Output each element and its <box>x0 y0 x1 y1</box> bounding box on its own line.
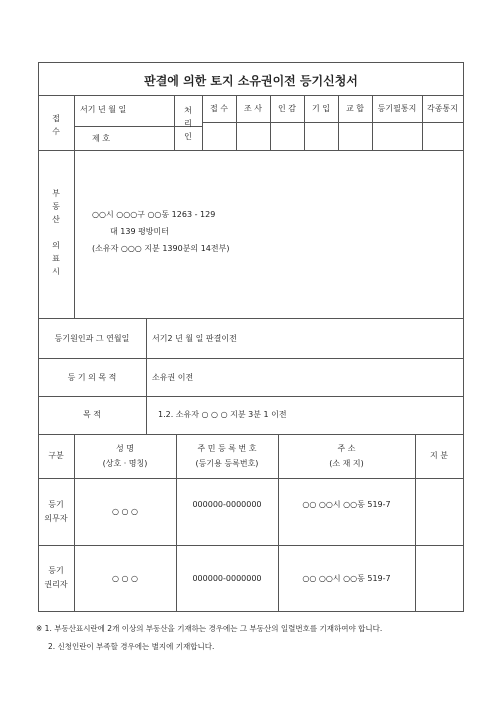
party-address: ○○ ○○시 ○○동 519-7 <box>302 500 391 509</box>
form-title: 판결에 의한 토지 소유권이전 등기신청서 <box>144 74 358 88</box>
party-id: 000000-0000000 <box>192 500 262 509</box>
purpose-value: 소유권 이전 <box>152 373 194 382</box>
header-name-sub: (상호 · 명칭) <box>102 459 148 468</box>
party-name: ○ ○ ○ <box>111 574 139 583</box>
step-check: 교 합 <box>346 104 364 113</box>
object-value: 1.2. 소유자 ○ ○ ○ 지분 3분 1 이전 <box>158 410 287 419</box>
party-id: 000000-0000000 <box>192 574 262 583</box>
header-id: 주 민 등 록 번 호 <box>197 444 257 453</box>
cause-label: 등기원인과 그 연월일 <box>54 334 130 343</box>
reception-date: 서기 년 월 일 <box>80 105 127 114</box>
purpose-label: 등 기 의 목 적 <box>67 373 117 382</box>
property-label: 부 동 산 의 표 시 <box>52 189 60 276</box>
header-name: 성 명 <box>116 444 134 453</box>
party-address: ○○ ○○시 ○○동 519-7 <box>302 574 391 583</box>
header-kind: 구분 <box>48 451 64 460</box>
step-entry: 기 입 <box>312 104 330 113</box>
party-kind-sub: 의무자 <box>44 514 68 523</box>
party-kind: 등기 <box>48 566 64 575</box>
note-2: 2. 신청인란이 부족할 경우에는 별지에 기재합니다. <box>48 642 215 651</box>
party-kind: 등기 <box>48 500 64 509</box>
property-owner: (소유자 ○○○ 지분 1390분의 14전부) <box>92 244 230 253</box>
step-seal: 인 감 <box>278 104 296 113</box>
object-label: 목 적 <box>83 410 101 419</box>
processor-label: 처 리 인 <box>184 106 192 141</box>
step-various-notices: 각종통지 <box>427 104 458 113</box>
property-area: 대 139 평방미터 <box>110 227 169 236</box>
header-id-sub: (등기용 등록번호) <box>195 459 259 468</box>
cause-value: 서기2 년 월 일 판결이전 <box>152 334 237 343</box>
step-completion-notice: 등기필통지 <box>377 104 417 113</box>
step-receipt: 접 수 <box>210 104 228 113</box>
reception-label: 접 수 <box>52 114 60 136</box>
property-address: ○○시 ○○○구 ○○동 1263 - 129 <box>92 210 216 219</box>
header-address-sub: (소 재 지) <box>329 459 364 468</box>
party-name: ○ ○ ○ <box>111 507 139 516</box>
note-1: ※ 1. 부동산표시란에 2개 이상의 부동산을 기재하는 경우에는 그 부동산의 일렬번호를 기재하여야 합니다. <box>36 624 383 633</box>
header-share: 지 분 <box>430 451 448 460</box>
reception-number: 제 호 <box>92 134 110 143</box>
party-kind-sub: 권리자 <box>44 580 68 589</box>
header-address: 주 소 <box>337 444 356 453</box>
step-review: 조 사 <box>244 104 262 113</box>
